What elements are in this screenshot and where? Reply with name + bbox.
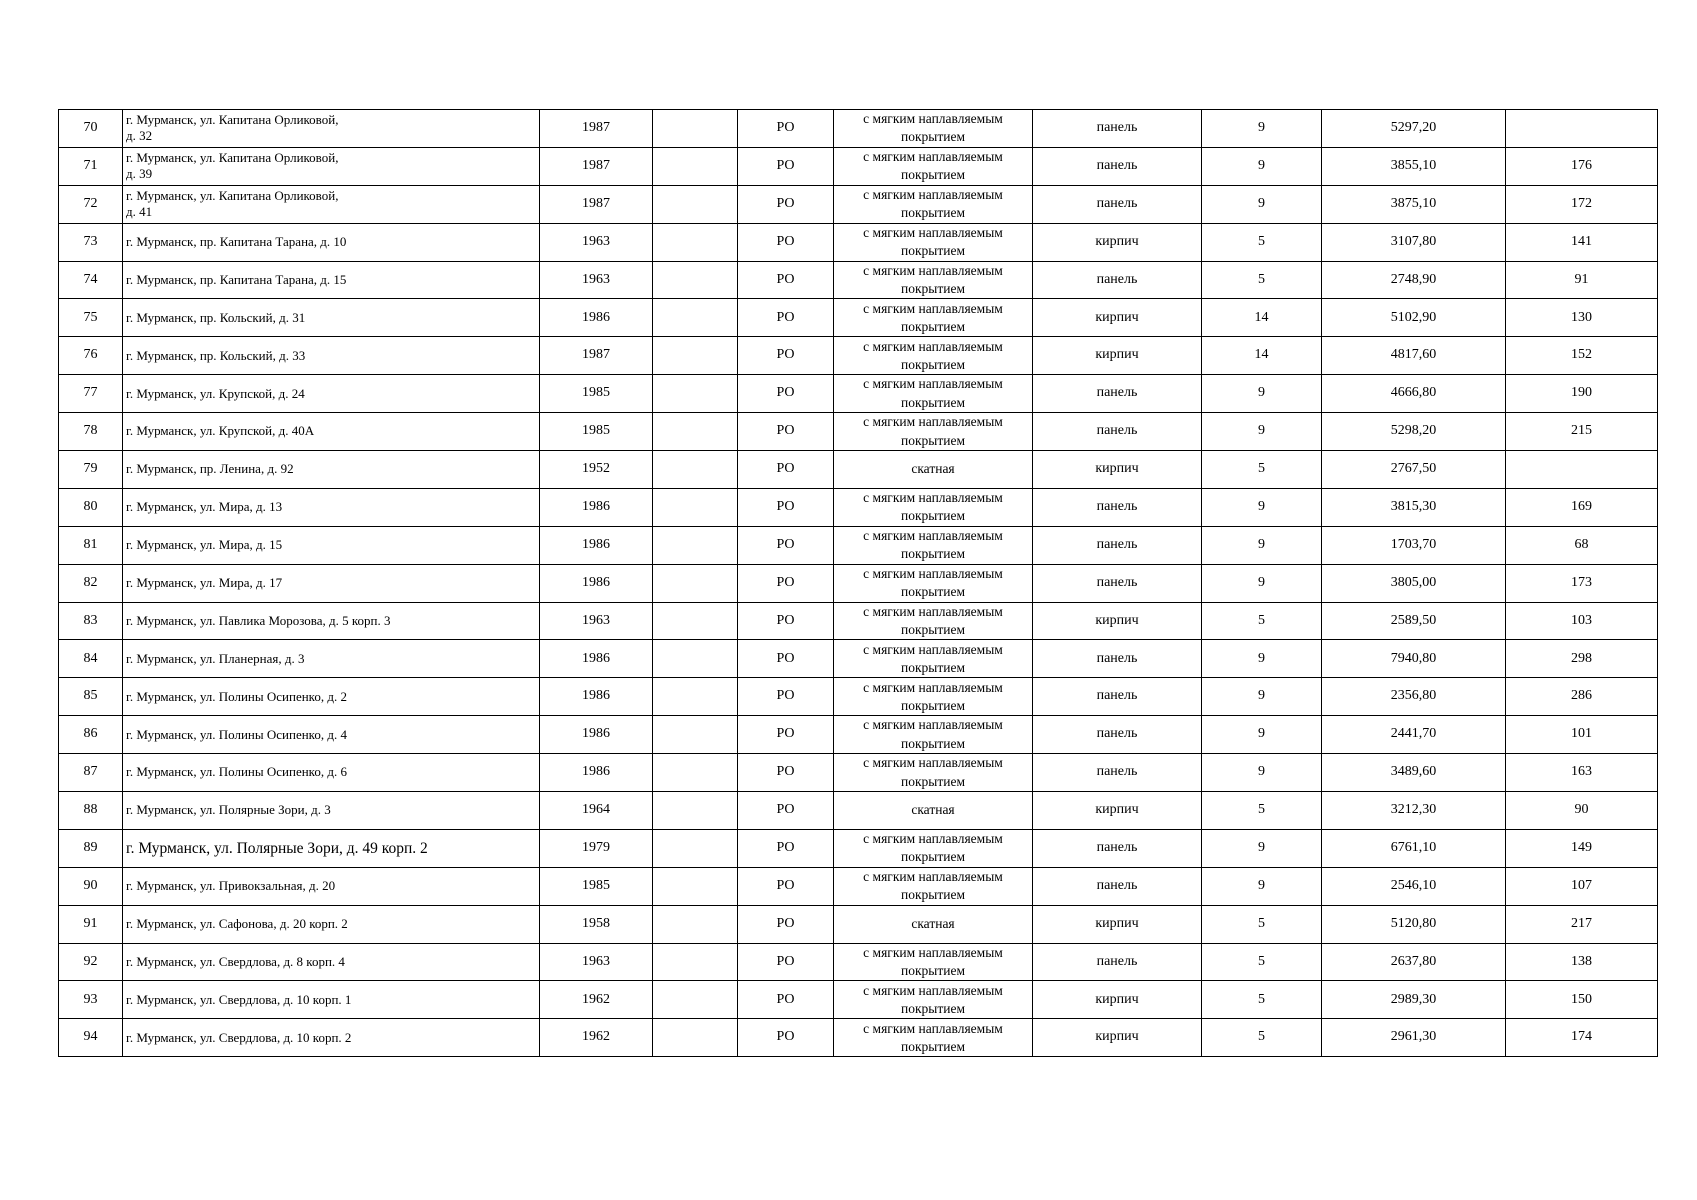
table-row [59,261,1658,299]
wall-material-cell: панель [1033,110,1202,148]
row-number-cell: 80 [59,488,123,526]
address-cell: г. Мурманск, пр. Ленина, д. 92 [123,451,540,489]
address-cell: г. Мурманск, ул. Полярные Зори, д. 3 [123,792,540,830]
org-cell: РО [738,337,834,375]
floors-cell: 9 [1202,185,1322,223]
roof-type-cell: с мягким наплавляемым покрытием [834,223,1033,261]
row-number-cell: 71 [59,147,123,185]
area-cell: 3212,30 [1322,792,1506,830]
empty-cell [653,792,738,830]
wall-material-cell: панель [1033,488,1202,526]
floors-cell: 9 [1202,375,1322,413]
table-row [59,223,1658,261]
empty-cell [653,640,738,678]
floors-cell: 5 [1202,981,1322,1019]
roof-type-cell: с мягким наплавляемым покрытием [834,981,1033,1019]
floors-cell: 5 [1202,602,1322,640]
empty-cell [653,337,738,375]
roof-type-cell: с мягким наплавляемым покрытием [834,147,1033,185]
roof-type-cell: с мягким наплавляемым покрытием [834,678,1033,716]
year-built-cell: 1985 [540,375,653,413]
area-cell: 2441,70 [1322,716,1506,754]
roof-type-cell: скатная [834,451,1033,489]
area-cell: 6761,10 [1322,829,1506,867]
year-built-cell: 1986 [540,564,653,602]
floors-cell: 9 [1202,147,1322,185]
count-cell: 90 [1506,792,1658,830]
wall-material-cell: панель [1033,716,1202,754]
table-row [59,602,1658,640]
table-row [59,526,1658,564]
empty-cell [653,754,738,792]
table-row [59,829,1658,867]
table-body [59,110,1658,1057]
area-cell: 2961,30 [1322,1019,1506,1057]
row-number-cell: 88 [59,792,123,830]
count-cell [1506,451,1658,489]
roof-type-cell: с мягким наплавляемым покрытием [834,1019,1033,1057]
count-cell: 107 [1506,867,1658,905]
area-cell: 2989,30 [1322,981,1506,1019]
wall-material-cell: панель [1033,147,1202,185]
address-cell: г. Мурманск, ул. Сафонова, д. 20 корп. 2 [123,905,540,943]
floors-cell: 5 [1202,1019,1322,1057]
wall-material-cell: кирпич [1033,299,1202,337]
count-cell: 176 [1506,147,1658,185]
row-number-cell: 92 [59,943,123,981]
empty-cell [653,185,738,223]
table-row [59,867,1658,905]
row-number-cell: 86 [59,716,123,754]
floors-cell: 14 [1202,337,1322,375]
year-built-cell: 1987 [540,185,653,223]
roof-type-cell: с мягким наплавляемым покрытием [834,261,1033,299]
roof-type-cell: с мягким наплавляемым покрытием [834,299,1033,337]
count-cell: 101 [1506,716,1658,754]
area-cell: 5120,80 [1322,905,1506,943]
empty-cell [653,223,738,261]
year-built-cell: 1963 [540,261,653,299]
count-cell: 150 [1506,981,1658,1019]
org-cell: РО [738,185,834,223]
table-row [59,716,1658,754]
table-row [59,792,1658,830]
area-cell: 7940,80 [1322,640,1506,678]
wall-material-cell: панель [1033,375,1202,413]
empty-cell [653,110,738,148]
wall-material-cell: панель [1033,185,1202,223]
area-cell: 2546,10 [1322,867,1506,905]
year-built-cell: 1986 [540,299,653,337]
org-cell: РО [738,1019,834,1057]
roof-type-cell: с мягким наплавляемым покрытием [834,602,1033,640]
org-cell: РО [738,375,834,413]
table-row [59,981,1658,1019]
count-cell: 215 [1506,413,1658,451]
year-built-cell: 1979 [540,829,653,867]
count-cell: 130 [1506,299,1658,337]
wall-material-cell: панель [1033,829,1202,867]
address-cell: г. Мурманск, ул. Мира, д. 13 [123,488,540,526]
org-cell: РО [738,299,834,337]
floors-cell: 5 [1202,905,1322,943]
org-cell: РО [738,488,834,526]
table-row [59,564,1658,602]
wall-material-cell: панель [1033,564,1202,602]
floors-cell: 9 [1202,678,1322,716]
floors-cell: 9 [1202,640,1322,678]
table-row [59,185,1658,223]
address-cell: г. Мурманск, ул. Полины Осипенко, д. 4 [123,716,540,754]
area-cell: 4666,80 [1322,375,1506,413]
area-cell: 2356,80 [1322,678,1506,716]
area-cell: 4817,60 [1322,337,1506,375]
year-built-cell: 1986 [540,488,653,526]
floors-cell: 5 [1202,451,1322,489]
roof-type-cell: с мягким наплавляемым покрытием [834,716,1033,754]
table-row [59,1019,1658,1057]
area-cell: 3815,30 [1322,488,1506,526]
address-cell: г. Мурманск, ул. Привокзальная, д. 20 [123,867,540,905]
year-built-cell: 1987 [540,147,653,185]
row-number-cell: 87 [59,754,123,792]
area-cell: 3875,10 [1322,185,1506,223]
area-cell: 3489,60 [1322,754,1506,792]
org-cell: РО [738,905,834,943]
wall-material-cell: панель [1033,943,1202,981]
empty-cell [653,981,738,1019]
org-cell: РО [738,526,834,564]
row-number-cell: 85 [59,678,123,716]
floors-cell: 5 [1202,261,1322,299]
empty-cell [653,147,738,185]
wall-material-cell: панель [1033,526,1202,564]
floors-cell: 5 [1202,792,1322,830]
empty-cell [653,564,738,602]
roof-type-cell: с мягким наплавляемым покрытием [834,413,1033,451]
area-cell: 5297,20 [1322,110,1506,148]
address-cell: г. Мурманск, ул. Полины Осипенко, д. 2 [123,678,540,716]
address-cell: г. Мурманск, пр. Кольский, д. 33 [123,337,540,375]
roof-type-cell: с мягким наплавляемым покрытием [834,526,1033,564]
count-cell: 91 [1506,261,1658,299]
row-number-cell: 94 [59,1019,123,1057]
area-cell: 1703,70 [1322,526,1506,564]
row-number-cell: 90 [59,867,123,905]
floors-cell: 9 [1202,526,1322,564]
floors-cell: 9 [1202,829,1322,867]
count-cell: 141 [1506,223,1658,261]
wall-material-cell: кирпич [1033,602,1202,640]
floors-cell: 9 [1202,413,1322,451]
wall-material-cell: кирпич [1033,792,1202,830]
row-number-cell: 73 [59,223,123,261]
count-cell: 173 [1506,564,1658,602]
count-cell: 149 [1506,829,1658,867]
floors-cell: 5 [1202,223,1322,261]
org-cell: РО [738,640,834,678]
floors-cell: 14 [1202,299,1322,337]
row-number-cell: 91 [59,905,123,943]
row-number-cell: 78 [59,413,123,451]
area-cell: 3855,10 [1322,147,1506,185]
area-cell: 2748,90 [1322,261,1506,299]
address-cell: г. Мурманск, ул. Свердлова, д. 10 корп. 2 [123,1019,540,1057]
org-cell: РО [738,413,834,451]
area-cell: 2767,50 [1322,451,1506,489]
org-cell: РО [738,754,834,792]
address-cell: г. Мурманск, ул. Свердлова, д. 10 корп. 1 [123,981,540,1019]
roof-type-cell: с мягким наплавляемым покрытием [834,488,1033,526]
roof-type-cell: с мягким наплавляемым покрытием [834,337,1033,375]
org-cell: РО [738,261,834,299]
wall-material-cell: панель [1033,640,1202,678]
address-cell: г. Мурманск, пр. Капитана Тарана, д. 15 [123,261,540,299]
count-cell: 68 [1506,526,1658,564]
year-built-cell: 1963 [540,602,653,640]
row-number-cell: 81 [59,526,123,564]
count-cell: 217 [1506,905,1658,943]
org-cell: РО [738,451,834,489]
org-cell: РО [738,943,834,981]
roof-type-cell: с мягким наплавляемым покрытием [834,564,1033,602]
row-number-cell: 75 [59,299,123,337]
empty-cell [653,943,738,981]
empty-cell [653,867,738,905]
roof-type-cell: с мягким наплавляемым покрытием [834,110,1033,148]
address-cell: г. Мурманск, ул. Капитана Орликовой, д. 39 [123,147,540,185]
row-number-cell: 82 [59,564,123,602]
housing-register-table [58,109,1658,1057]
table-row [59,905,1658,943]
wall-material-cell: панель [1033,678,1202,716]
address-cell: г. Мурманск, пр. Кольский, д. 31 [123,299,540,337]
empty-cell [653,602,738,640]
table-row [59,110,1658,148]
wall-material-cell: кирпич [1033,981,1202,1019]
roof-type-cell: с мягким наплавляемым покрытием [834,829,1033,867]
address-cell: г. Мурманск, ул. Свердлова, д. 8 корп. 4 [123,943,540,981]
empty-cell [653,299,738,337]
empty-cell [653,488,738,526]
year-built-cell: 1958 [540,905,653,943]
address-cell: г. Мурманск, ул. Полярные Зори, д. 49 корп. 2 [123,829,540,867]
floors-cell: 5 [1202,943,1322,981]
empty-cell [653,1019,738,1057]
year-built-cell: 1964 [540,792,653,830]
count-cell: 286 [1506,678,1658,716]
table-row [59,147,1658,185]
address-cell: г. Мурманск, ул. Крупской, д. 24 [123,375,540,413]
org-cell: РО [738,147,834,185]
area-cell: 5102,90 [1322,299,1506,337]
year-built-cell: 1986 [540,640,653,678]
wall-material-cell: кирпич [1033,451,1202,489]
empty-cell [653,905,738,943]
area-cell: 2589,50 [1322,602,1506,640]
row-number-cell: 79 [59,451,123,489]
address-cell: г. Мурманск, ул. Полины Осипенко, д. 6 [123,754,540,792]
year-built-cell: 1985 [540,867,653,905]
org-cell: РО [738,223,834,261]
count-cell: 163 [1506,754,1658,792]
table-row [59,337,1658,375]
wall-material-cell: кирпич [1033,905,1202,943]
year-built-cell: 1985 [540,413,653,451]
row-number-cell: 70 [59,110,123,148]
address-cell: г. Мурманск, ул. Капитана Орликовой, д. 32 [123,110,540,148]
address-cell: г. Мурманск, ул. Мира, д. 17 [123,564,540,602]
table-row [59,678,1658,716]
empty-cell [653,716,738,754]
org-cell: РО [738,829,834,867]
wall-material-cell: панель [1033,413,1202,451]
year-built-cell: 1987 [540,337,653,375]
count-cell: 152 [1506,337,1658,375]
count-cell [1506,110,1658,148]
org-cell: РО [738,716,834,754]
count-cell: 174 [1506,1019,1658,1057]
wall-material-cell: кирпич [1033,1019,1202,1057]
area-cell: 5298,20 [1322,413,1506,451]
empty-cell [653,678,738,716]
area-cell: 2637,80 [1322,943,1506,981]
roof-type-cell: с мягким наплавляемым покрытием [834,943,1033,981]
org-cell: РО [738,981,834,1019]
empty-cell [653,261,738,299]
table-row [59,375,1658,413]
floors-cell: 9 [1202,716,1322,754]
wall-material-cell: кирпич [1033,337,1202,375]
count-cell: 172 [1506,185,1658,223]
count-cell: 190 [1506,375,1658,413]
year-built-cell: 1986 [540,678,653,716]
roof-type-cell: скатная [834,792,1033,830]
org-cell: РО [738,564,834,602]
address-cell: г. Мурманск, ул. Крупской, д. 40А [123,413,540,451]
org-cell: РО [738,678,834,716]
count-cell: 169 [1506,488,1658,526]
row-number-cell: 74 [59,261,123,299]
wall-material-cell: панель [1033,261,1202,299]
row-number-cell: 89 [59,829,123,867]
empty-cell [653,526,738,564]
year-built-cell: 1987 [540,110,653,148]
year-built-cell: 1986 [540,526,653,564]
row-number-cell: 84 [59,640,123,678]
address-cell: г. Мурманск, ул. Мира, д. 15 [123,526,540,564]
table-row [59,488,1658,526]
org-cell: РО [738,602,834,640]
roof-type-cell: с мягким наплавляемым покрытием [834,640,1033,678]
row-number-cell: 72 [59,185,123,223]
year-built-cell: 1963 [540,943,653,981]
empty-cell [653,413,738,451]
row-number-cell: 93 [59,981,123,1019]
org-cell: РО [738,110,834,148]
floors-cell: 9 [1202,867,1322,905]
row-number-cell: 83 [59,602,123,640]
table-row [59,413,1658,451]
org-cell: РО [738,867,834,905]
table-row [59,640,1658,678]
count-cell: 103 [1506,602,1658,640]
wall-material-cell: панель [1033,754,1202,792]
address-cell: г. Мурманск, ул. Капитана Орликовой, д. 41 [123,185,540,223]
address-cell: г. Мурманск, пр. Капитана Тарана, д. 10 [123,223,540,261]
year-built-cell: 1952 [540,451,653,489]
empty-cell [653,375,738,413]
table-row [59,754,1658,792]
floors-cell: 9 [1202,754,1322,792]
year-built-cell: 1962 [540,981,653,1019]
year-built-cell: 1962 [540,1019,653,1057]
roof-type-cell: с мягким наплавляемым покрытием [834,754,1033,792]
year-built-cell: 1963 [540,223,653,261]
row-number-cell: 76 [59,337,123,375]
empty-cell [653,451,738,489]
year-built-cell: 1986 [540,716,653,754]
floors-cell: 9 [1202,110,1322,148]
year-built-cell: 1986 [540,754,653,792]
table-row [59,299,1658,337]
table-row [59,943,1658,981]
org-cell: РО [738,792,834,830]
count-cell: 298 [1506,640,1658,678]
wall-material-cell: кирпич [1033,223,1202,261]
address-cell: г. Мурманск, ул. Планерная, д. 3 [123,640,540,678]
row-number-cell: 77 [59,375,123,413]
roof-type-cell: с мягким наплавляемым покрытием [834,867,1033,905]
roof-type-cell: с мягким наплавляемым покрытием [834,375,1033,413]
count-cell: 138 [1506,943,1658,981]
roof-type-cell: скатная [834,905,1033,943]
wall-material-cell: панель [1033,867,1202,905]
roof-type-cell: с мягким наплавляемым покрытием [834,185,1033,223]
address-cell: г. Мурманск, ул. Павлика Морозова, д. 5 корп. 3 [123,602,540,640]
floors-cell: 9 [1202,564,1322,602]
table-row [59,451,1658,489]
empty-cell [653,829,738,867]
area-cell: 3805,00 [1322,564,1506,602]
floors-cell: 9 [1202,488,1322,526]
area-cell: 3107,80 [1322,223,1506,261]
